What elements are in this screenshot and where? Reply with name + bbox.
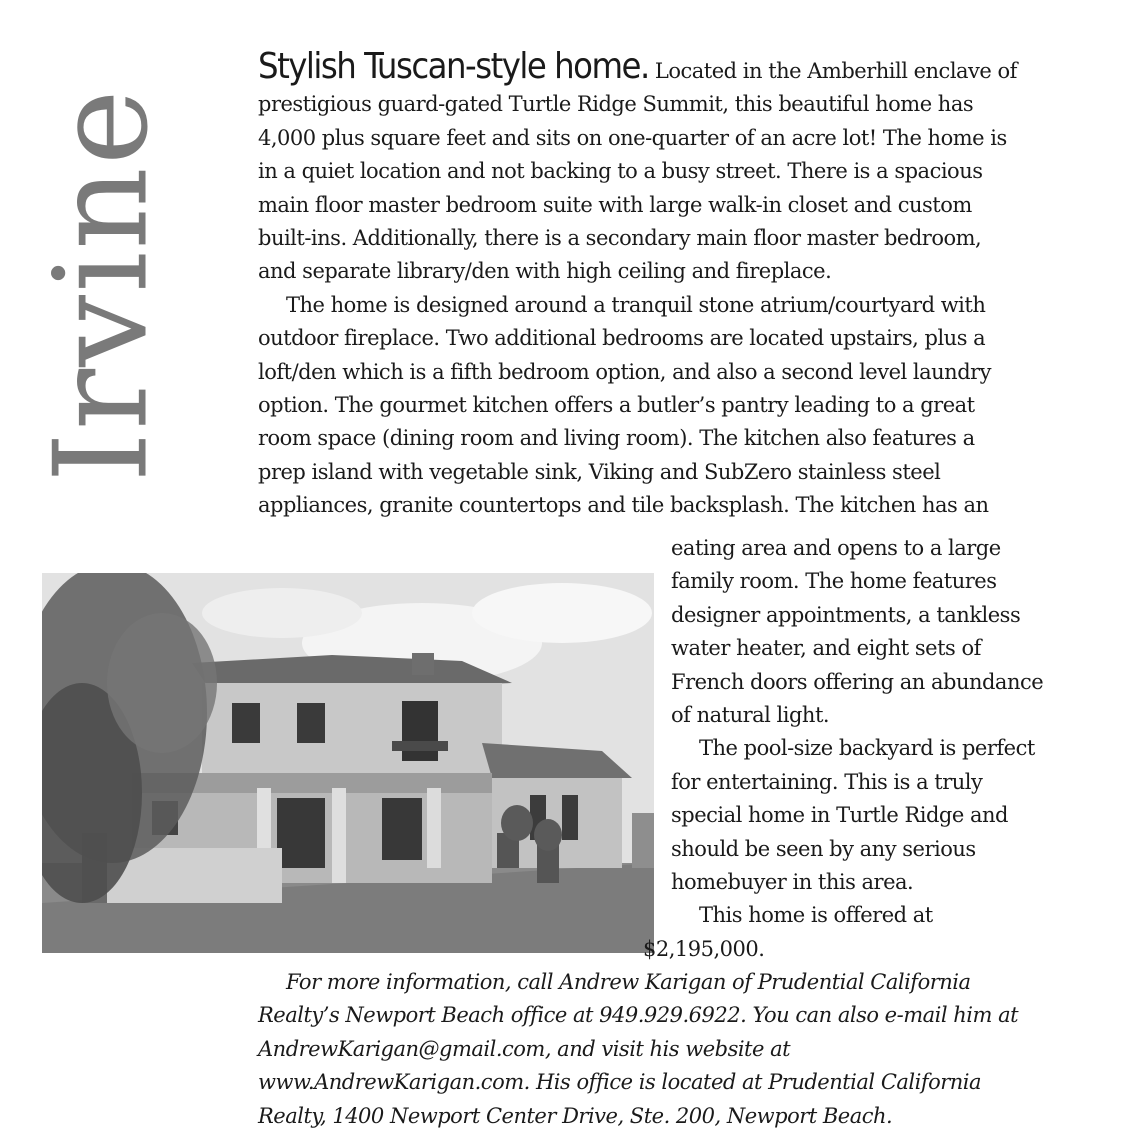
intro-line-4: main floor master bedroom suite with large walk-in closet and custom [258, 192, 972, 217]
design-line-4: room space (dining room and living room). The kitchen also features a [258, 426, 975, 451]
city-title [28, 50, 178, 520]
design-line-6: appliances, granite countertops and tile backsplash. The kitchen has an [258, 493, 989, 518]
backyard-line-1: for entertaining. This is a truly [671, 769, 983, 794]
design-line-1: outdoor fireplace. Two additional bedrooms are located upstairs, plus a [258, 326, 986, 351]
price-value: $2,195,000. [643, 936, 765, 961]
contact-line-3: www.AndrewKarigan.com. His office is located at Prudential California [258, 1070, 982, 1095]
price-line-0: This home is offered at [699, 903, 933, 928]
article-top-block [258, 46, 1088, 523]
design-cont-line-2: designer appointments, a tankless [671, 602, 1021, 627]
contact-info [258, 966, 1108, 1133]
backyard-line-0: The pool-size backyard is perfect [699, 736, 1035, 761]
intro-line-2: 4,000 plus square feet and sits on one-quarter of an acre lot! The home is [258, 125, 1007, 150]
design-line-2: loft/den which is a fifth bedroom option, and also a second level laundry [258, 359, 992, 384]
backyard-line-4: homebuyer in this area. [671, 870, 914, 895]
intro-line-0: Located in the Amberhill enclave of [648, 59, 1017, 83]
paragraph-design [258, 289, 1088, 523]
contact-line-2: AndrewKarigan@gmail.com, and visit his website at [258, 1036, 791, 1061]
design-cont-line-5: of natural light. [671, 703, 830, 728]
intro-line-1: prestigious guard-gated Turtle Ridge Summit, this beautiful home has [258, 92, 974, 117]
headline: Stylish Tuscan-style home. [258, 46, 649, 87]
design-cont-line-3: water heater, and eight sets of [671, 636, 981, 661]
city-title-text: Irvine [28, 87, 177, 483]
paragraph-intro [258, 46, 1088, 289]
design-cont-line-1: family room. The home features [671, 569, 997, 594]
paragraph-price [643, 899, 1101, 966]
contact-line-1: Realty’s Newport Beach office at 949.929.6922. You can also e-mail him at [258, 1003, 1019, 1028]
design-cont-line-4: French doors offering an abundance [671, 669, 1044, 694]
article-right-block [643, 532, 1101, 966]
intro-line-5: built-ins. Additionally, there is a secondary main floor master bedroom, [258, 226, 982, 251]
intro-line-6: and separate library/den with high ceiling and fireplace. [258, 259, 832, 284]
design-cont-line-0: eating area and opens to a large [671, 536, 1001, 560]
backyard-line-2: special home in Turtle Ridge and [671, 803, 1008, 828]
house-photo [42, 573, 654, 953]
paragraph-contact [258, 966, 1108, 1133]
design-line-0: The home is designed around a tranquil stone atrium/courtyard with [286, 292, 986, 317]
contact-line-0: For more information, call Andrew Karigan of Prudential California [286, 970, 971, 994]
backyard-line-3: should be seen by any serious [671, 836, 976, 861]
intro-line-3: in a quiet location and not backing to a busy street. There is a spacious [258, 159, 983, 184]
design-line-3: option. The gourmet kitchen offers a butler’s pantry leading to a great [258, 393, 975, 418]
design-line-5: prep island with vegetable sink, Viking and SubZero stainless steel [258, 459, 941, 484]
paragraph-design-cont [671, 532, 1101, 732]
paragraph-backyard [671, 732, 1101, 899]
contact-line-4: Realty, 1400 Newport Center Drive, Ste. 200, Newport Beach. [258, 1103, 893, 1128]
